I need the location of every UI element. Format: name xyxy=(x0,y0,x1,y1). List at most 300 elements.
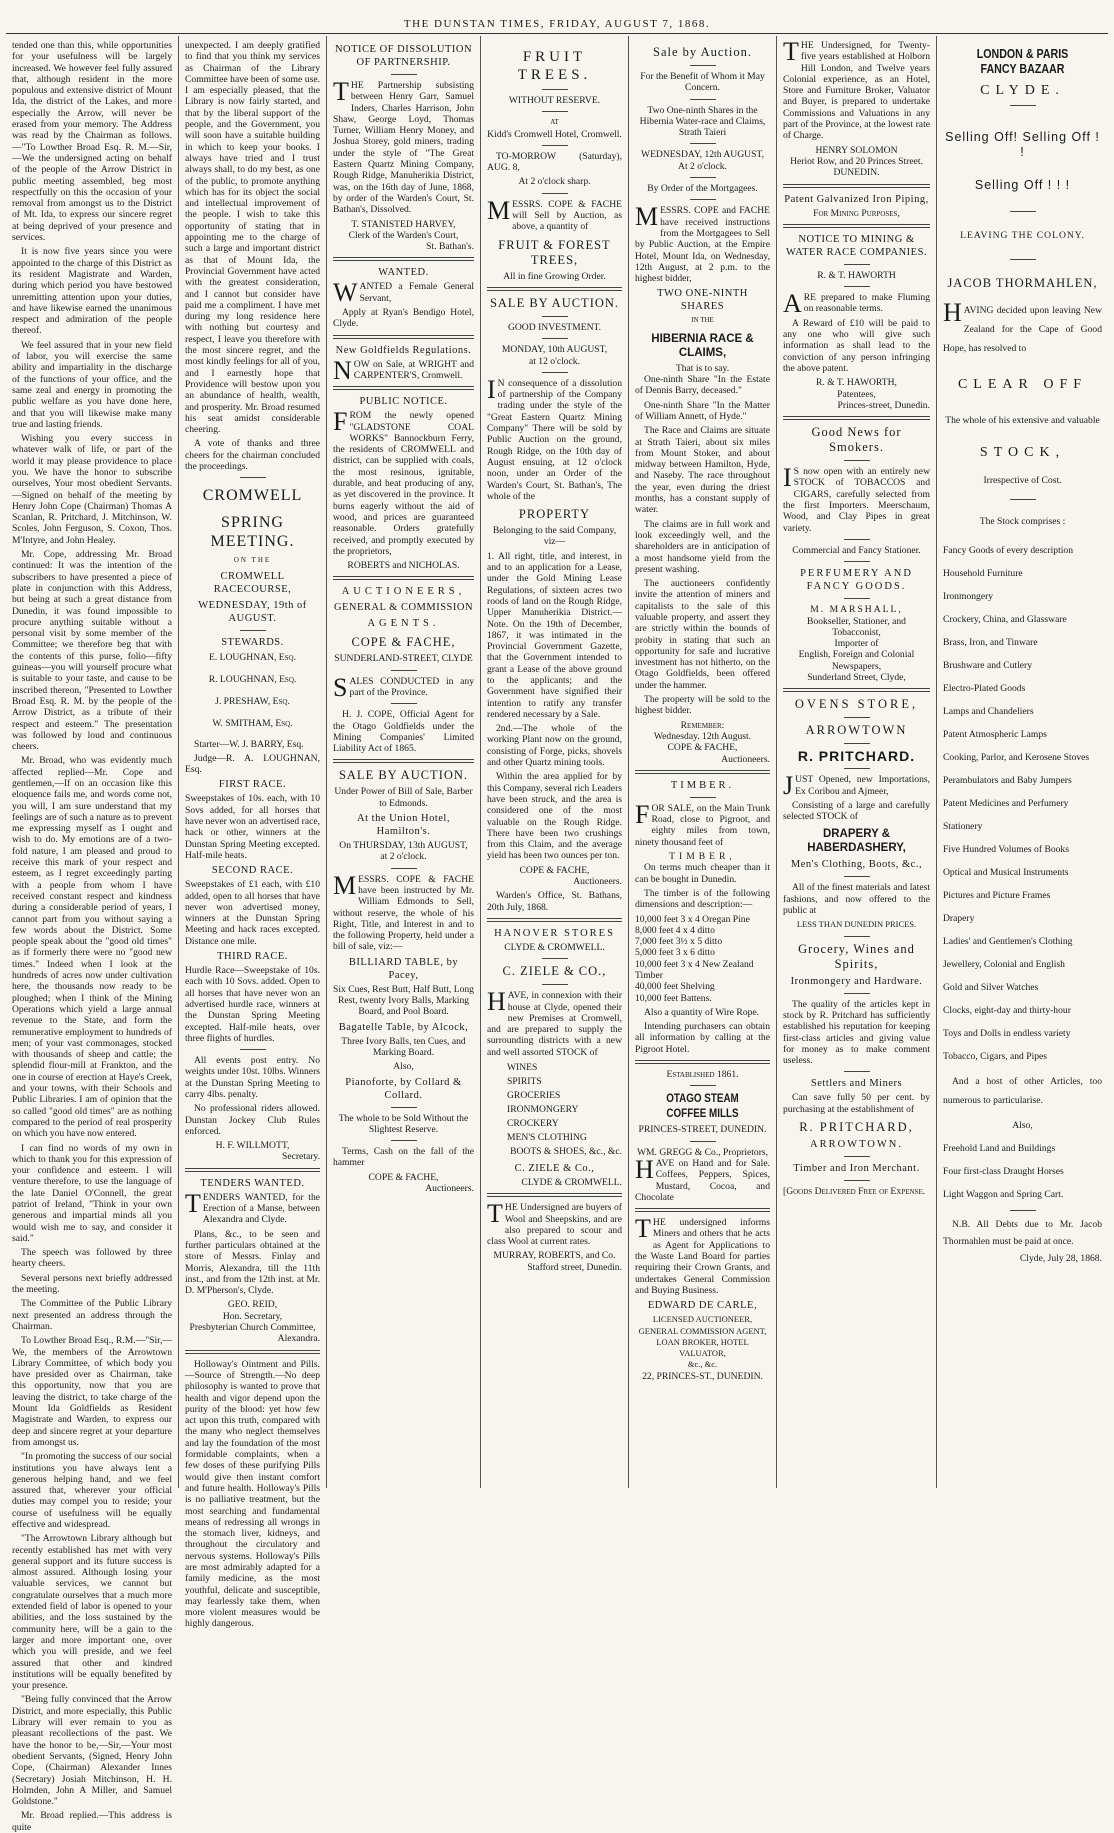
separator xyxy=(690,65,716,66)
signature-title: Alexandra. xyxy=(277,1333,320,1345)
lot-heading: Bagatelle Table, by Alcock, xyxy=(338,1021,469,1033)
ad-body: The property will be sold to the highest bidder. xyxy=(635,694,770,717)
separator xyxy=(333,759,474,763)
ad-body: FROM the newly opened "GLADSTONE COAL WORKS" Bannockburn Ferry, the residents of CROMWELL and district, can be supplied with coals, the most resinous, ignitable, durable, and heat producing of any, as yet discovered in the province. It burns eagerly without the aid of wood, and prices are guaranteed reasonable. Orders gratefully received, and promptly executed by the proprietors, xyxy=(333,407,474,557)
signature-title: Auctioneers. xyxy=(573,876,622,888)
timber-item: 8,000 feet 4 x 4 ditto xyxy=(635,924,715,936)
separator xyxy=(844,936,870,937)
ad-body: SALES CONDUCTED in any part of the Province. xyxy=(333,672,474,702)
ad-body: All in fine Growing Order. xyxy=(503,270,606,282)
stock-item: Patent Medicines and Perfumery xyxy=(943,797,1069,809)
separator xyxy=(844,876,870,877)
race-description: Hurdle Race—Sweepstake of 10s. each with 10 Sovs. added. Open to all horses that have never won an advertised hurdle race, winners at the Dunstan Spring Meeting excepted. Half-mile heats, over three flights of hurdles. xyxy=(185,965,320,1044)
sale-date: WEDNESDAY, 12th AUGUST, xyxy=(641,149,764,161)
ad-heading: TENDERS WANTED. xyxy=(200,1177,305,1189)
separator xyxy=(487,918,622,922)
separator xyxy=(542,338,568,339)
ad-body: THE undersigned informs Miners and others that he acts as Agent for Applications to the Waste Land Board for parties requiring their Crown Grants, and undertakes General Commission and Buying Business. xyxy=(635,1214,770,1296)
timber-item: 7,000 feet 3½ x 5 ditto xyxy=(635,936,723,948)
separator xyxy=(1010,499,1036,500)
stock-item: Drapery xyxy=(943,912,975,924)
stock-item: Five Hundred Volumes of Books xyxy=(943,843,1069,855)
separator xyxy=(844,286,870,287)
ad-subheading: Ironmongery and Hardware. xyxy=(790,975,923,987)
firm-title: GENERAL COMMISSION AGENT, xyxy=(638,1325,767,1336)
firm-address: DUNEDIN. xyxy=(833,167,880,179)
article-paragraph: The speech was followed by three hearty cheers. xyxy=(12,1247,172,1270)
separator xyxy=(391,868,417,869)
firm-name: C. ZIELE & CO., xyxy=(502,964,607,979)
race-heading: SECOND RACE. xyxy=(211,865,294,877)
separator xyxy=(542,193,568,194)
signature-title: Auctioneers. xyxy=(721,753,770,765)
ad-body: On terms much cheaper than it can be bought in Dunedin. xyxy=(635,862,770,885)
ad-heading: CLYDE. xyxy=(980,83,1065,98)
ad-body: Apply at Ryan's Bendigo Hotel, Clyde. xyxy=(333,307,474,330)
sale-time: At 2 o'clock sharp. xyxy=(518,176,591,188)
firm-name: JACOB THORMAHLEN, xyxy=(947,276,1098,291)
goods-item: GROCERIES xyxy=(507,1090,561,1101)
signature: GEO. REID, xyxy=(227,1299,278,1311)
ad-body: WANTED a Female General Servant, xyxy=(333,278,474,308)
separator xyxy=(844,539,870,540)
separator xyxy=(844,460,870,461)
ad-subheading: CROMWELL RACECOURSE, xyxy=(213,570,292,595)
article-paragraph: Mr. Broad, who was evidently much affected replied—Mr. Cope and gentlemen,—If on an occasion like this eloquence fails me, and words come not, you will, I am sure understand that my feelings are of such a nature as to prevent me expressing myself as I ought and wish to do. My emotions are of a two-fold nature, I am pleased and proud to receive this mark of your respect and esteem, as I regret exceedingly parting with a people from whom I have received constant respect and kindness during a considerable period of years, I cannot part from you without saying a few words about the District. Some people speak about the "good old times" as if formerly there were no "good new times." Indeed when I look at the hundreds of acres now under cultivation here, the thousands now ready to be ploughed; when I think of the Mining Operations which yield a large annual revenue to the State, and form the remunerative employment to hundreds of men; of your vast commonages, stocked with thousands of sheep and cattle; the splendid flour-mill at Frankton, and the one in course of erection at Haye's Creek, and your towns, with their Schools and Public Libraries. I am of opinion that the so called "good old times" are as nothing compared to the period of real prosperity on which you have now entered. xyxy=(12,755,172,1140)
separator xyxy=(542,145,568,146)
ad-body: TENDERS WANTED, for the Erection of a Manse, between Alexandra and Clyde. xyxy=(185,1188,320,1226)
sale-date: TO-MORROW (Saturday), AUG. 8, xyxy=(487,150,622,174)
remember-label: Remember: xyxy=(680,719,725,731)
ad-body: HAVE on Hand and for Sale. Coffees, Peppers, Spices, Mustard, Cocoa, and Chocolate xyxy=(635,1154,770,1203)
ad-subheading: CLYDE & CROMWELL. xyxy=(504,941,605,953)
signature-title: Clerk of the Warden's Court, xyxy=(348,229,459,241)
stock-item: Ironmongery xyxy=(943,590,994,602)
ad-heading: TIMBER. xyxy=(670,779,735,791)
ad-date: Clyde, July 28, 1868. xyxy=(1019,1253,1102,1265)
lot-heading: Pianoforte, by Collard & Collard. xyxy=(345,1076,462,1101)
ad-heading: OTAGO STEAM COFFEE MILLS xyxy=(666,1091,739,1121)
judge-line: Judge—R. A. LOUGHNAN, Esq. xyxy=(185,752,320,776)
separator xyxy=(844,768,870,769)
ad-heading: SPRING MEETING. xyxy=(210,514,295,551)
starter-line: Starter—W. J. BARRY, Esq. xyxy=(194,738,304,750)
stock-item: Optical and Musical Instruments xyxy=(943,866,1069,878)
separator xyxy=(844,1180,870,1181)
goods-item: MEN'S CLOTHING xyxy=(507,1132,587,1143)
signature: COPE & FACHE, xyxy=(519,864,590,876)
ad-body: JUST Opened, new Importations, Ex Coribou and Ajmeer, xyxy=(783,771,930,801)
signature: COPE & FACHE, xyxy=(667,742,738,754)
ad-body: HAVING decided upon leaving New Zealand for the Cape of Good Hope, has resolved to xyxy=(943,298,1102,355)
ad-heading: PROPERTY xyxy=(518,507,591,522)
separator xyxy=(1010,105,1036,106)
ad-body: All of the finest materials and latest fashions, and now offered to the public at xyxy=(783,882,930,917)
venue: Kidd's Cromwell Hotel, Cromwell. xyxy=(487,128,622,140)
stock-item: Fancy Goods of every description xyxy=(943,544,1074,556)
ad-body: The claims are in full work and look exceedingly well, and the shareholders are in anticipation of a most handsome yield from the present washing. xyxy=(635,518,770,575)
separator xyxy=(391,1107,417,1108)
signature: HENRY SOLOMON xyxy=(815,144,898,156)
stock-item: Lamps and Chandeliers xyxy=(943,705,1034,717)
stock-item: Household Furniture xyxy=(943,567,1023,579)
timber-item: 5,000 feet 3 x 6 ditto xyxy=(635,947,715,959)
ad-body: Within the area applied for by this Company, several rich Leaders have been struck, and the area is considered one of the most valuable on the Rough Ridge. There have been two crushings from this Claim, and the average yield has been two ounces per ton. xyxy=(487,771,622,862)
ad-body: MESSRS. COPE and FACHE have received instructions from the Mortgagees to Sell by Public Auction, at the Empire Hotel, Mount Ida, on Wednesday, 12th August, at 2 p.m. to the highest bidder, xyxy=(635,202,770,285)
ad-subheading: ON THE xyxy=(233,556,272,565)
separator xyxy=(783,416,930,420)
ad-body: One-ninth Share "In the Matter of William Annett, of Hyde." xyxy=(635,399,770,422)
firm-name: WM. GREGG & Co., Proprietors, xyxy=(636,1146,769,1158)
ad-body: The whole of his extensive and valuable xyxy=(945,415,1100,427)
separator xyxy=(185,1168,320,1172)
race-description: Sweepstakes of £1 each, with £10 added, open to all horses that have never won advertised money, winners at the Dunstan Spring Meeting and hack races excepted. Distance one mile. xyxy=(185,879,320,947)
columns xyxy=(6,36,1108,1833)
sale-time: At 2 o'clock. xyxy=(678,160,727,172)
column-2 xyxy=(178,36,326,1630)
goods-item: CROCKERY xyxy=(507,1118,559,1129)
signature-title: Hon. Secretary, xyxy=(222,1310,283,1322)
ad-subheading: Timber and Iron Merchant. xyxy=(793,1163,920,1175)
signature: H. F. WILLMOTT, xyxy=(215,1140,290,1152)
article-paragraph: It is now five years since you were appointed to the charge of this District as its resident Magistrate and Warden, during which period you have bestowed unremitting attention upon your duties, and have likewise earned the unanimous respect and admiration of the people thereof. xyxy=(12,246,172,337)
article-paragraph: To Lowther Broad Esq., R.M.—"Sir,—We, the members of the Arrowtown Library Committee, of which body you have presided over as Chairman, take this opportunity, now that you are leaving the district, to take charge of the Mount Ida Goldfields as Resident Magistrate and Warden, to express our deep and sincere regret at your departure from amongst us. xyxy=(12,1335,172,1448)
separator xyxy=(333,576,474,580)
ad-body: For the Benefit of Whom it May Concern. xyxy=(640,71,765,94)
article-paragraph: "In promoting the success of our social institutions you have always lent a generous helping hand, and we feel assured that, wherever your official duties may compel you to reside; your course of usefulness will be equally effective and widespread. xyxy=(12,1451,172,1530)
separator xyxy=(542,372,568,373)
article-paragraph: "Being fully convinced that the Arrow District, and more especially, this Public Library will ever remain to you as pleasant recollections of the past. We have the honor to be,—Sir,—Your most obedient Servants, (Signed, Henry John Cope, (Chairman) Alexander Innes (Secretary) Josiah Mitchinson, H. H. Holmden, John A Miller, and Samuel Goldstone." xyxy=(12,1694,172,1808)
signature-title: Stafford street, Dunedin. xyxy=(527,1261,622,1273)
article-paragraph: Wishing you every success in whatever walk of life, or part of the world it may please providence to place you. We have the honor to subscribe ourselves, Your most obedient Servants.—Signed on behalf of the meeting by Henry John Cope (Chairman) Thomas A Scanlan, R. Pritchard, J. Mitchinson, W. Scoles, John Ferguson, S. Coxon, Thos. M'Intyre, and John Healey. xyxy=(12,433,172,546)
separator xyxy=(690,797,716,798)
ad-body: The whole to be Sold Without the Slightest Reserve. xyxy=(338,1112,469,1135)
race-rules: All events post entry. No weights under 10st. 10lbs. Winners at the Dunstan Spring Meeting to carry 4lbs. penalty. xyxy=(185,1055,320,1100)
signature-title: CLYDE & CROMWELL. xyxy=(521,1177,622,1188)
ad-heading: HIBERNIA RACE & CLAIMS, xyxy=(651,332,754,359)
separator xyxy=(333,335,474,339)
masthead: THE DUNSTAN TIMES, FRIDAY, AUGUST 7, 1868. xyxy=(403,18,711,30)
firm-title: English, Foreign and Colonial Newspapers, xyxy=(798,649,915,672)
article-paragraph: The Committee of the Public Library next presented an address through the Chairman. xyxy=(12,1298,172,1332)
ad-subheading: For Mining Purposes, xyxy=(813,207,900,219)
timber-item: 10,000 feet 3 x 4 Oregan Pine xyxy=(635,913,750,925)
firm-title: Bookseller, Stationer, and Tobacconist, xyxy=(807,615,906,638)
firm-title: LOAN BROKER, HOTEL VALUATOR, xyxy=(656,1336,749,1359)
sale-time: at 12 o'clock. xyxy=(528,355,580,367)
article-paragraph: unexpected. I am deeply gratified to find that you think my services as Chairman of the Library Committee have been of some use. I am especially pleased, that the Library is now fairly started, and that by the liberal support of the people, and the Government, you will soon have a suitable building in which to keep your books. I always have tried and I trust always shall, to do my best, as one of the public, to promote anything which has for its object the social and intellectual improvement of the people. I wish to take this opportunity of stating that in appointing me to the charge of such a large and important district as that of Mount Ida, the Provincial Government have acted with the greatest consideration, and I cannot but consider have paid me a compliment. I have met during my long residence here with nothing but courtesy and respect, I leave you therefore with the most sincere regret, and the most kindly feelings for all of you, and I earnestly hope that Providence will bestow upon you an abundance of health, wealth, and prosperity. Mr. Broad resumed his seat amidst considerable cheering. xyxy=(185,40,320,436)
goods-item: IRONMONGERY xyxy=(507,1104,579,1115)
ad-heading: CLEAR OFF xyxy=(957,377,1088,393)
sale-time: at 2 o'clock. xyxy=(380,851,427,863)
ad-heading: DRAPERY & HABERDASHERY, xyxy=(807,828,906,855)
ad-body: IN consequence of a dissolution of partnership of the Company trading under the style of the "Great Eastern Quartz Mining Company" There will be sold by Public Auction on the ground, Rough Ridge, on the 10th day of August ensuing, at 12 o'clock noon, under an Order of the Warden's Court, St. Bathan's, The whole of the xyxy=(487,374,622,502)
section-heading: STEWARDS. xyxy=(221,636,284,648)
article-paragraph: tended one than this, while opportunities for your usefulness will be largely increased. We however feel fully assured that, although resident in the more populous and extensive district of Mount Ida, the district of the Lakes, and more especially the Arrow, will never be erased from your memory. The Address was read by the Chairman as follows.—"To Lowther Broad Esq. R. M.—Sir,—We the undersigned acting on behalf of the people of the Arrow District in public meeting assembled, beg most respectfully on this the occasion of your removal from amongst us to the District of Mt. Ida, to express our sincere regret at being deprived of your presence and services. xyxy=(12,40,172,244)
signature-title: St. Bathan's. xyxy=(426,241,474,253)
also-label: Also, xyxy=(1012,1119,1033,1131)
ad-heading: OVENS STORE, xyxy=(794,697,919,712)
separator xyxy=(844,1071,870,1072)
ad-body: LESS THAN DUNEDIN PRICES. xyxy=(796,919,917,930)
stock-item: Ladies' and Gentlemen's Clothing xyxy=(943,935,1073,947)
column-1-article xyxy=(6,36,178,1833)
firm-name: R. PRITCHARD. xyxy=(797,748,916,765)
firm-name: COPE & FACHE, xyxy=(351,635,456,650)
signature: ROBERTS and NICHOLAS. xyxy=(347,560,460,572)
ad-heading: New Goldfields Regulations. xyxy=(335,344,472,356)
ad-heading: Patent Galvanized Iron Piping, xyxy=(784,193,929,205)
ad-heading: FRUIT & FOREST TREES, xyxy=(498,237,611,267)
separator xyxy=(783,688,930,692)
ad-body: The Race and Claims are situate at Strath Taieri, about six miles from Mount Stoker, and about midway between Hamilton, Hyde, and Naseby. The race throughout the year, even during the driest months, has a constant supply of water. xyxy=(635,425,770,516)
ad-heading: CROMWELL xyxy=(202,487,303,505)
ad-heading: HANOVER STORES xyxy=(494,927,615,939)
stewards-list xyxy=(185,651,320,731)
race-heading: THIRD RACE. xyxy=(217,951,288,963)
firm-address: SUNDERLAND-STREET, CLYDE xyxy=(334,653,473,665)
separator xyxy=(240,630,266,631)
ad-body: IS now open with an entirely new STOCK of TOBACCOS and CIGARS, carefully selected from the first Importers. Meerschaum, Wood, and Clay Pipes in great variety. xyxy=(783,463,930,534)
article-paragraph: A vote of thanks and three cheers for the chairman concluded the proceedings. xyxy=(185,438,320,472)
article-paragraph: Mr. Cope, addressing Mr. Broad continued: It was the intention of the subscribers to have presented a piece of plate in conjunction with this Address, but being at such a great distance from Dunedin, it was found impossible to procure anything suitable without a personal visit by some member of the Committee; we therefore beg that with the contents of this purse, folio—fifty guineas—you will yourself procure what is suitable to your taste, and cause to be inscribed thereon, "Presented to Lowther Broad Esq. R. M. by the people of the Arrow District, as a tribute of their respect and esteem." The presentation was followed by loud and continuous cheers. xyxy=(12,549,172,753)
column-7 xyxy=(936,36,1108,1488)
signature: MURRAY, ROBERTS, and Co. xyxy=(493,1250,616,1262)
column-3 xyxy=(326,36,480,1488)
ad-body: The timber is of the following dimensions and description:— xyxy=(635,887,770,911)
stock-item: Gold and Silver Watches xyxy=(943,981,1039,993)
separator xyxy=(542,958,568,959)
ad-heading: Sale by Auction. xyxy=(653,45,752,59)
ad-heading: Good News for Smokers. xyxy=(811,425,902,455)
property-item: Four first-class Draught Horses xyxy=(943,1166,1064,1178)
firm-address: Princes-street, Dunedin. xyxy=(837,399,930,411)
race-heading: FIRST RACE. xyxy=(218,779,287,791)
property-item: Freehold Land and Buildings xyxy=(943,1143,1056,1155)
column-5 xyxy=(628,36,776,1488)
ad-body: N.B. All Debts due to Mr. Jacob Thormahlen must be paid at once. xyxy=(943,1219,1102,1248)
goods-item: BOOTS & SHOES, &c., &c. xyxy=(510,1146,622,1157)
ad-heading: PUBLIC NOTICE. xyxy=(359,396,448,408)
separator xyxy=(844,561,870,562)
ad-heading: NOTICE OF DISSOLUTION OF PARTNERSHIP. xyxy=(334,44,473,68)
stock-item: Electro-Plated Goods xyxy=(943,682,1026,694)
ad-body: Warden's Office, St. Bathans, 20th July, 1868. xyxy=(487,890,622,913)
property-list xyxy=(943,1141,1102,1202)
signature-title: Patentees, xyxy=(837,388,876,400)
ad-heading: Selling Off ! ! ! xyxy=(974,178,1071,192)
sale-date: MONDAY, 10th AUGUST, xyxy=(501,344,608,356)
ad-body: Holloway's Ointment and Pills.—Source of Strength.—No deep philosophy is wanted to prove that health and vigor depend upon the purity of the blood: yet how few act upon this truth, compared with the many who neglect themselves and lay the foundation of the most formidable complaints, when a few doses of these purifying Pills would give then instant comfort and future health. Holloway's Pills is no palliative treatment, but the most searching and fundamental means of redressing all wrongs in the stomach liver, kidneys, and throughout the circulatory and nervous systems. Holloway's Pills are most admirably adapted for a family medicine, as the most youthful, delicate and susceptible, may fearlessly take them, when more violent measures would be highly dangerous. xyxy=(185,1358,320,1630)
property-item: Light Waggon and Spring Cart. xyxy=(943,1189,1064,1201)
ad-subheading: AT xyxy=(550,118,559,127)
firm-address: Sunderland Street, Clyde, xyxy=(807,671,906,683)
stock-item: Tobacco, Cigars, and Pipes xyxy=(943,1050,1048,1062)
ad-heading: LONDON & PARIS FANCY BAZAAR xyxy=(976,46,1069,76)
ad-heading: AUCTIONEERS, xyxy=(341,586,466,598)
stock-item: Perambulators and Baby Jumpers xyxy=(943,774,1072,786)
separator xyxy=(690,99,716,100)
article-paragraph: I can find no words of my own in which to thank you for this expression of your confidence and esteem. I will venture therefore, to use the language of the late Daniel O'Connell, the great patriot of Ireland, "Think in your own generous and impartial minds all you would wish me to say, and consider it said." xyxy=(12,1142,172,1244)
ad-subheading: The Stock comprises : xyxy=(979,515,1066,527)
ad-body: Two One-ninth Shares in the Hibernia Water-race and Claims, Strath Taieri xyxy=(639,104,766,139)
venue: At the Union Hotel, Hamilton's. xyxy=(357,813,450,838)
timber-item: 10,000 feet Battens. xyxy=(635,992,712,1004)
property-item: 1. All right, title, and interest, in and to an application for a Lease, under the Gold Mining Lease Regulations, of sixteen acres two roods of land on the Rough Ridge, Upper Manuherikia District.—Note. On the 19th of December, 1867, it was intimated in the Provincial Government Gazette, that the Government intended to grant a Lease of the above ground to the applicants; and the Government have signified their intention to ratify any transfer rendered necessary by a Sale. xyxy=(487,550,622,720)
ad-heading: STOCK, xyxy=(979,445,1066,461)
ad-body: THE Undersigned, for Twenty-five years established at Holborn Hill London, and Twelve years Colonial experience, as an Hotel, Store and Furniture Broker, Valuator and Buyer, is prepared to undertake Commissions and Valuations in any part of the Province, at the lowest rate of Charge. xyxy=(783,37,930,142)
ad-body: Under Power of Bill of Sale, Barber to Edmonds. xyxy=(334,786,473,809)
article-paragraph: We feel assured that in your new field of labor, you will exercise the same ability and impartiality in the discharge of the functions of your office, and the same zeal and energy in promoting the public welfare as you have done here, and that you will likewise make many true and lasting friends. xyxy=(12,339,172,430)
signature-title: Presbyterian Church Committee, xyxy=(189,1322,316,1334)
goods-item: WINES xyxy=(507,1062,538,1073)
separator xyxy=(542,111,568,112)
separator xyxy=(1010,1210,1036,1211)
separator xyxy=(635,1060,770,1064)
separator xyxy=(391,74,417,75)
article-paragraph: "The Arrowtown Library although but recently established has met with very general support and its future success is almost assured. Although losing your valuable services, we cannot but congratulate ourselves that a much more extended field of labor is opened to your abilities, and the loss sustained by the community here, will be a gain to the larger and more important one, over which you will preside, and we feel assured that other and kindred institutions will be equally benefited by your presence. xyxy=(12,1533,172,1692)
separator xyxy=(487,287,622,291)
separator xyxy=(690,199,716,200)
firm-title: LICENSED AUCTIONEER, xyxy=(652,1314,753,1325)
property-item: 2nd.—The whole of the working Plant now on the ground, consisting of Forge, picks, shovels and other Quartz mining tools. xyxy=(487,723,622,769)
separator xyxy=(185,1350,320,1354)
timber-item: 10,000 feet 3 x 4 New Zealand Timber xyxy=(635,958,754,981)
ad-body: Can save fully 50 per cent. by purchasing at the establishment of xyxy=(783,1092,930,1115)
firm-title: &c., &c. xyxy=(687,1359,718,1370)
separator xyxy=(844,743,870,744)
ad-heading: Settlers and Miners xyxy=(810,1078,903,1090)
ad-footnote: [Goods Delivered Free of Expense. xyxy=(783,1186,926,1198)
separator xyxy=(635,770,770,774)
signature-title: Secretary. xyxy=(282,1151,320,1163)
stock-item: Clocks, eight-day and thirty-hour xyxy=(943,1004,1071,1016)
stock-item: Crockery, China, and Glassware xyxy=(943,613,1067,625)
masthead-rule xyxy=(6,33,1108,34)
ad-body: THE Partnership subsisting between Henry Garr, Samuel Inders, Charles Harrison, John Shaw, George Loyd, Thomas Turner, William Henry Money, and Joshua Storey, gold miners, trading under the style of "The Great Eastern Quartz Mining Company, Rough Ridge, Manuherikia District, was, on the 16th day of June, 1868, by order of the Warden's Court, St. Bathan's, Dissolved. xyxy=(333,77,474,216)
also-label: Also, xyxy=(393,1061,414,1073)
ad-heading: GENERAL & COMMISSION xyxy=(333,602,474,614)
firm-address: PRINCES-STREET, DUNEDIN. xyxy=(638,1124,767,1136)
separator xyxy=(1010,259,1036,260)
signature: T. STANISTED HARVEY, xyxy=(351,218,456,230)
lot-heading: BILLIARD TABLE, by Pacey, xyxy=(348,956,459,981)
firm-address: ARROWTOWN. xyxy=(809,1139,903,1151)
steward-name: J. PRESHAW, Esq. xyxy=(215,695,290,707)
signature: COPE & FACHE, xyxy=(368,1171,439,1183)
ad-body: Plans, &c., to be seen and further particulars obtained at the store of Messrs. Finlay and Morris, Alexandra, till the 11th inst., and from the 12th inst. at Mr. D. M'Pherson's, Clyde. xyxy=(185,1228,320,1297)
signature: R. & T. HAWORTH, xyxy=(816,377,897,389)
ad-heading: AGENTS. xyxy=(367,618,440,630)
stock-item: Stationery xyxy=(943,820,983,832)
firm-name: EDWARD DE CARLE, xyxy=(647,1300,758,1312)
separator xyxy=(542,316,568,317)
ad-heading: NOTICE TO MINING & WATER RACE COMPANIES. xyxy=(785,233,928,258)
firm-title: Importer of xyxy=(834,638,879,650)
race-description: Sweepstakes of 10s. each, with 10 Sovs added, for all horses that have never won an advertised race, hack or other, winners at the Dunstan Spring Meeting excepted. Half-mile heats. xyxy=(185,793,320,861)
ad-body: FOR SALE, on the Main Trunk Road, close to Pigroot, and eighty miles from town, ninety thousand feet of xyxy=(635,799,770,848)
ad-heading: WANTED. xyxy=(378,267,429,279)
separator xyxy=(635,1208,770,1212)
separator xyxy=(690,177,716,178)
separator xyxy=(844,1156,870,1157)
ad-body: That is to say. xyxy=(675,362,730,374)
ad-heading: SALE BY AUCTION. xyxy=(489,295,620,310)
separator xyxy=(391,703,417,704)
ad-body: MESSRS. COPE & FACHE have been instructed by Mr. William Edmonds to Sell, without reserve, the whole of his Right, Title, and Interest in and to the following Property, held under a bill of sale, viz:— xyxy=(333,870,474,953)
ad-heading: TWO ONE-NINTH SHARES xyxy=(657,288,748,313)
ad-body: The quality of the articles kept in stock by R. Pritchard has sufficiently established his reputation for keeping first-class articles and giving value for money as to make comment useless. xyxy=(783,998,930,1067)
race-rules: No professional riders allowed. Dunstan Jockey Club Rules enforced. xyxy=(185,1103,320,1137)
timber-list xyxy=(635,914,770,1004)
ad-body: Consisting of a large and carefully selected STOCK of xyxy=(783,799,930,823)
ad-heading: FRUIT TREES. xyxy=(517,49,592,83)
ad-subheading: WITHOUT RESERVE. xyxy=(508,95,601,106)
sale-date: On THURSDAY, 13th AUGUST, xyxy=(339,840,468,852)
ad-body: Commercial and Fancy Stationer. xyxy=(792,544,921,556)
ad-subheading: IN THE xyxy=(691,316,714,325)
ad-date: WEDNESDAY, 19th of AUGUST. xyxy=(198,599,307,624)
ad-subheading: Men's Clothing, Boots, &c., xyxy=(790,859,923,871)
separator xyxy=(690,1141,716,1142)
ad-body: Intending purchasers can obtain all information by calling at the Pigroot Hotel. xyxy=(635,1021,770,1055)
column-6 xyxy=(776,36,936,1488)
stock-item: Brushware and Cutlery xyxy=(943,659,1032,671)
ad-body: The auctioneers confidently invite the attention of miners and capitalists to the sale of this valuable property, and assert they are strictly within the bounds of probity in stating that such an opportunity for safe and lucrative investment has not hitherto, on the Otago Goldfields, been offered under the hammer. xyxy=(635,578,770,691)
article-paragraph: Several persons next briefly addressed the meeting. xyxy=(12,1272,172,1296)
signature: C. ZIELE & Co., xyxy=(514,1163,595,1174)
stock-item: Pictures and Picture Frames xyxy=(943,889,1051,901)
stock-item: Cooking, Parlor, and Kerosene Stoves xyxy=(943,751,1090,763)
ad-body: HAVE, in connexion with their house at Clyde, opened their new Premises at Cromwell, and are prepared to supply the surrounding districts with a new and well assorted STOCK of xyxy=(487,987,622,1058)
separator xyxy=(240,1049,266,1050)
separator xyxy=(333,257,474,261)
ad-subheading: TIMBER, xyxy=(669,851,736,863)
separator xyxy=(391,670,417,671)
ad-body: THE Undersigned are buyers of Wool and Sheepskins, and are also prepared to scour and class Wool at current rates. xyxy=(487,1199,622,1248)
steward-name: R. LOUGHNAN, Esq. xyxy=(208,673,297,685)
article-paragraph: Mr. Broad replied.—This address is quite xyxy=(12,1810,172,1833)
separator xyxy=(391,1140,417,1141)
ad-body: Belonging to the said Company, viz— xyxy=(492,525,617,548)
separator xyxy=(240,477,266,478)
separator xyxy=(542,984,568,985)
signature-title: Auctioneers. xyxy=(425,1183,474,1194)
separator xyxy=(844,717,870,718)
steward-name: E. LOUGHNAN, Esq. xyxy=(208,651,297,663)
separator xyxy=(542,89,568,90)
established-label: Established 1861. xyxy=(666,1069,739,1081)
stock-item: Patent Atmospheric Lamps xyxy=(943,728,1047,740)
goods-list xyxy=(487,1061,622,1159)
ad-body: And a host of other Articles, too numerous to particularise. xyxy=(943,1075,1102,1106)
ad-subheading: GOOD INVESTMENT. xyxy=(507,321,602,333)
ad-body: MESSRS. COPE & FACHE will Sell by Auction, as above, a quantity of xyxy=(487,195,622,233)
stock-item: Brass, Iron, and Tinware xyxy=(943,636,1038,648)
separator xyxy=(690,1085,716,1086)
ad-body: NOW on Sale, at WRIGHT and CARPENTER'S, Cromwell. xyxy=(333,355,474,385)
stock-item: Toys and Dolls in endless variety xyxy=(943,1027,1071,1039)
separator xyxy=(783,224,930,228)
column-4 xyxy=(480,36,628,1488)
ad-body: One-ninth Share "In the Estate of Dennis Barry, deceased." xyxy=(635,374,770,397)
ad-heading: Selling Off! Selling Off ! ! xyxy=(945,130,1100,159)
ad-body: Terms, Cash on the fall of the hammer xyxy=(333,1146,474,1169)
firm-name: R. & T. HAWORTH xyxy=(817,269,896,281)
goods-item: SPIRITS xyxy=(507,1076,542,1087)
ad-body: ARE prepared to make Fluming on reasonable terms. xyxy=(783,289,930,319)
separator xyxy=(1010,211,1036,212)
